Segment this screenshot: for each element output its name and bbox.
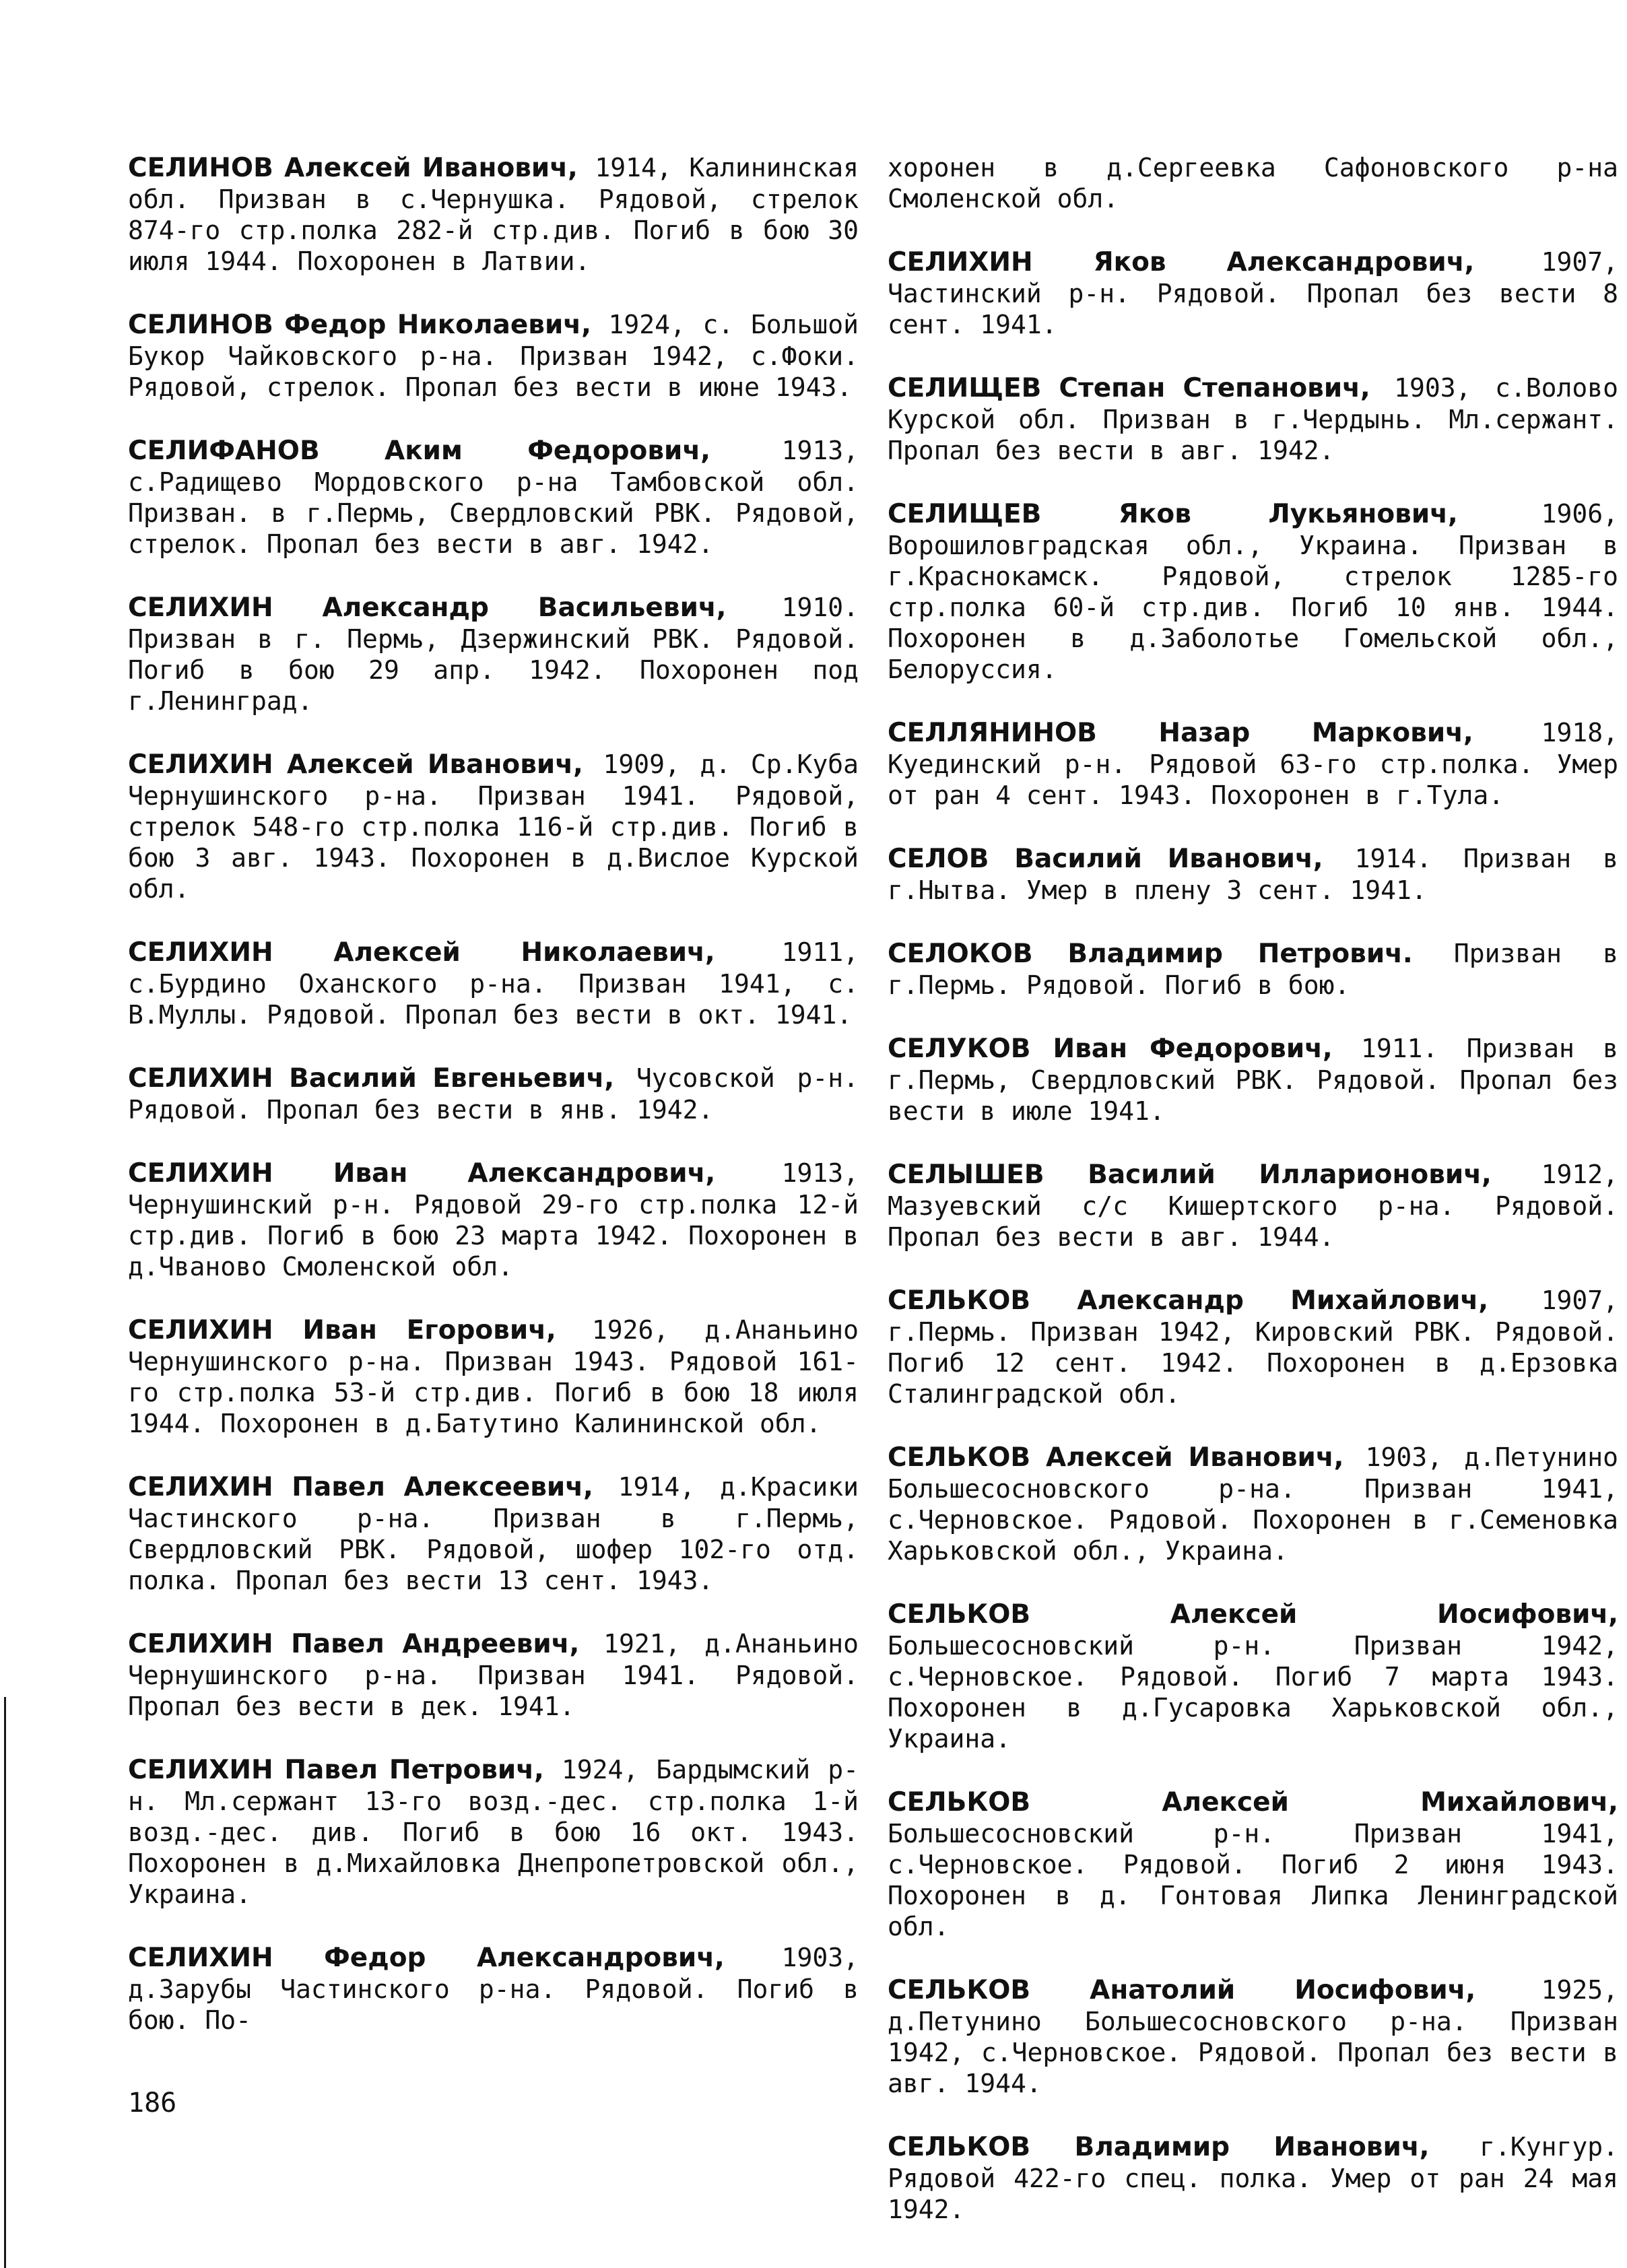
entry bbox=[888, 2131, 1618, 2225]
entry-name: СЕЛИХИН Александр Васильевич, bbox=[128, 593, 727, 623]
entry-name: СЕЛИХИН Василий Евгеньевич, bbox=[128, 1063, 615, 1094]
entry-text: 1924, с. Большой Букор Чайковского р-на. Призван 1942, с.Фоки. Рядовой, стрелок. Пропал без вести в июне 1943. bbox=[128, 310, 859, 402]
entry-text: 1914, д.Красики Частинского р-на. Призван в г.Пермь, Свердловский РВК. Рядовой, шофер 102-го отд. полка. Пропал без вести 13 сент. 1943. bbox=[128, 1472, 859, 1595]
entry bbox=[888, 498, 1618, 685]
entry-text: 1903, с.Волово Курской обл. Призван в г.Чердынь. Мл.сержант. Пропал без вести в авг. 1942. bbox=[888, 373, 1618, 465]
entry bbox=[888, 1974, 1618, 2099]
entry-name: СЕЛЬКОВ Анатолий Иосифович, bbox=[888, 1975, 1476, 2005]
entry bbox=[128, 1063, 859, 1125]
entry-text: г.Кунгур. Рядовой 422-го спец. полка. Умер от ран 24 мая 1942. bbox=[888, 2132, 1618, 2224]
entry bbox=[128, 309, 859, 403]
entry-text: 1910. Призван в г. Пермь, Дзержинский РВК. Рядовой. Погиб в бою 29 апр. 1942. Похоронен под г.Ленинград. bbox=[128, 593, 859, 716]
entry-name: СЕЛИХИН Иван Егорович, bbox=[128, 1315, 556, 1345]
entry-name: СЕЛИЩЕВ Яков Лукьянович, bbox=[888, 499, 1458, 529]
entry bbox=[128, 1314, 859, 1439]
entry-name: СЕЛЛЯНИНОВ Назар Маркович, bbox=[888, 718, 1473, 748]
right-column bbox=[888, 152, 1618, 2257]
entry bbox=[888, 717, 1618, 811]
entry bbox=[888, 938, 1618, 1001]
entry-text: Чусовской р-н. Рядовой. Пропал без вести в янв. 1942. bbox=[128, 1063, 859, 1125]
entry-name: СЕЛУКОВ Иван Федорович, bbox=[888, 1034, 1333, 1064]
entry-text: 1906, Ворошиловградская обл., Украина. Призван в г.Краснокамск. Рядовой, стрелок 1285-го стр.полка 60-й стр.див. Погиб 10 янв. 1944. Похоронен в д.Заболотье Гомельской обл., Белоруссия. bbox=[888, 499, 1618, 684]
entry bbox=[128, 1628, 859, 1722]
entry-text: 1924, Бардымский р-н. Мл.сержант 13-го возд.-дес. стр.полка 1-й возд.-дес. див. Погиб в бою 16 окт. 1943. Похоронен в д.Михайловка Днепропетровской обл., Украина. bbox=[128, 1755, 859, 1909]
entry bbox=[128, 1754, 859, 1910]
entry bbox=[888, 1159, 1618, 1253]
entry bbox=[888, 246, 1618, 340]
entry-text: 1903, д.Петунино Большесосновского р-на. Призван 1941, с.Черновское. Рядовой. Похоронен в г.Семеновка Харьковской обл., Украина. bbox=[888, 1442, 1618, 1566]
entry-name: СЕЛИЩЕВ Степан Степанович, bbox=[888, 373, 1370, 403]
entry-text: 1913, Чернушинский р-н. Рядовой 29-го стр.полка 12-й стр.див. Погиб в бою 23 марта 1942. Похоронен в д.Чваново Смоленской обл. bbox=[128, 1158, 859, 1281]
entry-name: СЕЛЫШЕВ Василий Илларионович, bbox=[888, 1160, 1492, 1190]
entry-name: СЕЛИХИН Федор Александрович, bbox=[128, 1943, 725, 1973]
entry bbox=[128, 435, 859, 560]
entry-text: 1911, с.Бурдино Оханского р-на. Призван 1941, с. В.Муллы. Рядовой. Пропал без вести в окт. 1941. bbox=[128, 937, 859, 1030]
entry bbox=[888, 1033, 1618, 1127]
entry-text: 1914, Калининская обл. Призван в с.Чернушка. Рядовой, стрелок 874-го стр.полка 282-й стр.див. Погиб в бою 30 июля 1944. Похоронен в Латвии. bbox=[128, 153, 859, 276]
entry-name: СЕЛИХИН Иван Александрович, bbox=[128, 1158, 716, 1189]
entry-text: Призван в г.Пермь. Рядовой. Погиб в бою. bbox=[888, 939, 1618, 1000]
entry bbox=[128, 749, 859, 904]
entry-text: Большесосновский р-н. Призван 1942, с.Черновское. Рядовой. Погиб 7 марта 1943. Похоронен в д.Гусаровка Харьковской обл., Украина. bbox=[888, 1631, 1618, 1754]
entry-text: 1913, с.Радищево Мордовского р-на Тамбовской обл. Призван. в г.Пермь, Свердловский РВК. Рядовой, стрелок. Пропал без вести в авг. 1942. bbox=[128, 436, 859, 559]
entry-name: СЕЛИХИН Павел Алексеевич, bbox=[128, 1472, 593, 1502]
entry bbox=[888, 1599, 1618, 1754]
entry-name: СЕЛЬКОВ Алексей Иосифович, bbox=[888, 1599, 1618, 1630]
entry-text: 1907, г.Пермь. Призван 1942, Кировский РВК. Рядовой. Погиб 12 сент. 1942. Похоронен в д.Ерзовка Сталинградской обл. bbox=[888, 1286, 1618, 1409]
entry bbox=[128, 937, 859, 1030]
continued-entry: хоронен в д.Сергеевка Сафоновского р-на Смоленской обл. bbox=[888, 153, 1618, 213]
entry bbox=[128, 592, 859, 716]
entry-name: СЕЛОВ Василий Иванович, bbox=[888, 844, 1323, 874]
entry-name: СЕЛЬКОВ Александр Михайлович, bbox=[888, 1286, 1489, 1316]
entry bbox=[888, 1787, 1618, 1942]
entry-text: 1918, Куединский р-н. Рядовой 63-го стр.полка. Умер от ран 4 сент. 1943. Похоронен в г.Тула. bbox=[888, 718, 1618, 810]
entry-text: 1903, д.Зарубы Частинского р-на. Рядовой. Погиб в бою. По- bbox=[128, 1943, 859, 2035]
entry-text: 1925, д.Петунино Большесосновского р-на. Призван 1942, с.Черновское. Рядовой. Пропал без вести в авг. 1944. bbox=[888, 1975, 1618, 2098]
scan-edge-line bbox=[4, 1697, 6, 2268]
entry bbox=[128, 1158, 859, 1282]
entry-name: СЕЛИХИН Алексей Николаевич, bbox=[128, 937, 715, 968]
entry-name: СЕЛИХИН Яков Александрович, bbox=[888, 247, 1475, 277]
entry bbox=[128, 1942, 859, 2036]
entry bbox=[888, 372, 1618, 466]
entry bbox=[888, 1285, 1618, 1409]
entry-name: СЕЛЬКОВ Владимир Иванович, bbox=[888, 2132, 1430, 2162]
entry-text: 1926, д.Ананьино Чернушинского р-на. Призван 1943. Рядовой 161-го стр.полка 53-й стр.див. Погиб в бою 18 июля 1944. Похоронен в д.Батутино Калининской обл. bbox=[128, 1315, 859, 1438]
entry-name: СЕЛИХИН Павел Петрович, bbox=[128, 1755, 544, 1785]
entry-text: 1907, Частинский р-н. Рядовой. Пропал без вести 8 сент. 1941. bbox=[888, 247, 1618, 339]
entry bbox=[128, 1471, 859, 1596]
entry-name: СЕЛОКОВ Владимир Петрович. bbox=[888, 939, 1413, 969]
entry bbox=[128, 152, 859, 277]
entry-text: 1911. Призван в г.Пермь, Свердловский РВК. Рядовой. Пропал без вести в июле 1941. bbox=[888, 1034, 1618, 1126]
entry-text: Большесосновский р-н. Призван 1941, с.Черновское. Рядовой. Погиб 2 июня 1943. Похоронен в д. Гонтовая Липка Ленинградской обл. bbox=[888, 1819, 1618, 1941]
entry-text: 1912, Мазуевский с/с Кишертского р-на. Рядовой. Пропал без вести в авг. 1944. bbox=[888, 1160, 1618, 1252]
entry-name: СЕЛИНОВ Алексей Иванович, bbox=[128, 153, 578, 183]
entry-text: 1921, д.Ананьино Чернушинского р-на. Призван 1941. Рядовой. Пропал без вести в дек. 1941. bbox=[128, 1629, 859, 1721]
entry bbox=[888, 1442, 1618, 1566]
entry-name: СЕЛИФАНОВ Аким Федорович, bbox=[128, 436, 710, 466]
entry bbox=[888, 843, 1618, 906]
entry-text: 1914. Призван в г.Нытва. Умер в плену 3 сент. 1941. bbox=[888, 844, 1618, 905]
entry-text: 1909, д. Ср.Куба Чернушинского р-на. Призван 1941. Рядовой, стрелок 548-го стр.полка 116-й стр.див. Погиб в бою 3 авг. 1943. Похоронен в д.Вислое Курской обл. bbox=[128, 749, 859, 904]
left-column bbox=[128, 152, 859, 2068]
entry-name: СЕЛИНОВ Федор Николаевич, bbox=[128, 310, 591, 340]
entry-name: СЕЛЬКОВ Алексей Иванович, bbox=[888, 1442, 1344, 1473]
entry-name: СЕЛИХИН Павел Андреевич, bbox=[128, 1629, 580, 1659]
entry-name: СЕЛИХИН Алексей Иванович, bbox=[128, 749, 583, 780]
entry-name: СЕЛЬКОВ Алексей Михайлович, bbox=[888, 1787, 1618, 1817]
page-number: 186 bbox=[128, 2088, 177, 2119]
